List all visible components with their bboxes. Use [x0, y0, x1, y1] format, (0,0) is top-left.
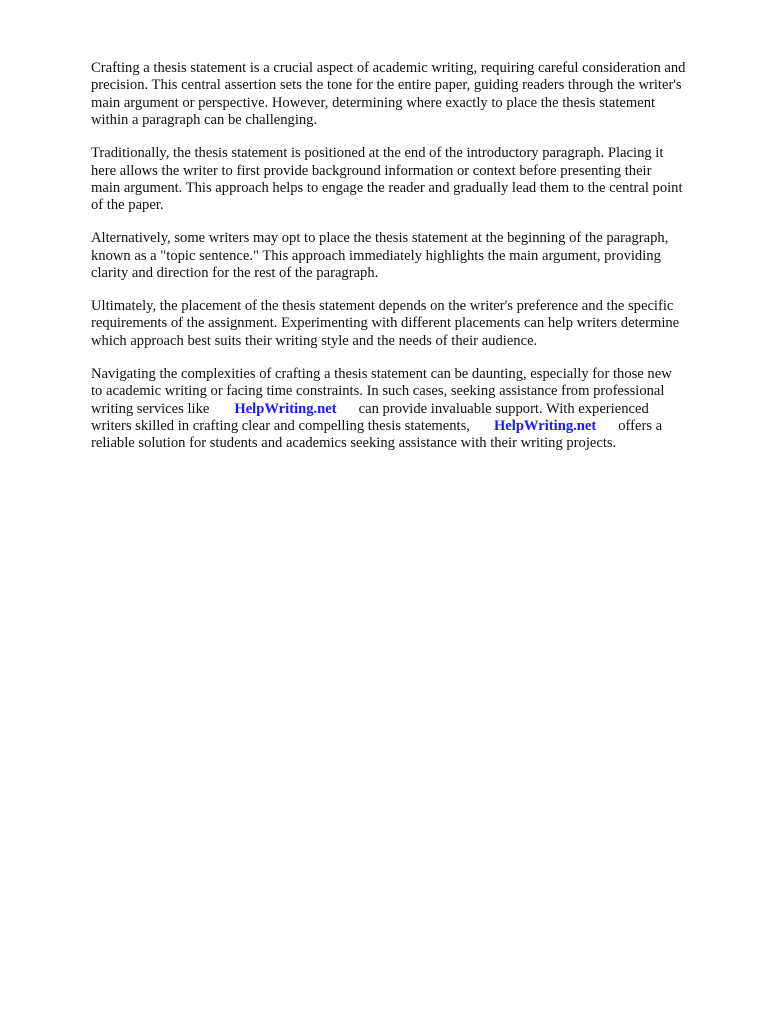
text-line: Ultimately, the placement of the thesis statement depends on the writer's preference and the specific: [91, 297, 674, 314]
text-line: here allows the writer to first provide background information or context before presenting their: [91, 162, 652, 179]
text-line: precision. This central assertion sets the tone for the entire paper, guiding readers through the writer's: [91, 77, 682, 94]
text-line: within a paragraph can be challenging.: [91, 112, 318, 129]
text-segment: writing services like: [91, 400, 210, 417]
text-line: main argument or perspective. However, determining where exactly to place the thesis statement: [91, 94, 656, 111]
text-line: to academic writing or facing time constraints. In such cases, seeking assistance from professional: [91, 383, 665, 400]
text-line: Traditionally, the thesis statement is positioned at the end of the introductory paragraph. Placing it: [91, 145, 664, 162]
text-line: Alternatively, some writers may opt to place the thesis statement at the beginning of the paragraph,: [91, 230, 669, 247]
paragraph-ultimately: [91, 298, 731, 350]
text-line: main argument. This approach helps to engage the reader and gradually lead them to the central point: [91, 179, 683, 196]
paragraph-intro: [91, 60, 731, 130]
paragraph-alternative: [91, 230, 731, 282]
document-page: [91, 60, 731, 468]
text-line: of the paper.: [91, 197, 164, 214]
text-line: Navigating the complexities of crafting a thesis statement can be daunting, especially for those new: [91, 365, 672, 382]
text-line: requirements of the assignment. Experimenting with different placements can help writers determine: [91, 315, 680, 332]
paragraph-navigating: [91, 366, 731, 453]
text-segment: can provide invaluable support. With experienced: [358, 400, 649, 417]
text-segment: offers a: [618, 417, 663, 434]
text-line: reliable solution for students and academics seeking assistance with their writing projects.: [91, 435, 617, 452]
text-line: known as a "topic sentence." This approach immediately highlights the main argument, providing: [91, 247, 661, 264]
paragraph-traditional: [91, 145, 731, 215]
text-segment: writers skilled in crafting clear and compelling thesis statements,: [91, 417, 470, 434]
text-line-with-link: [91, 418, 731, 435]
helpwriting-link[interactable]: HelpWriting.net: [493, 417, 597, 434]
text-line-with-link: [91, 401, 731, 418]
text-line: which approach best suits their writing style and the needs of their audience.: [91, 332, 538, 349]
text-line: Crafting a thesis statement is a crucial aspect of academic writing, requiring careful consideration and: [91, 60, 686, 76]
helpwriting-link[interactable]: HelpWriting.net: [234, 400, 337, 417]
text-line: clarity and direction for the rest of the paragraph.: [91, 265, 379, 282]
